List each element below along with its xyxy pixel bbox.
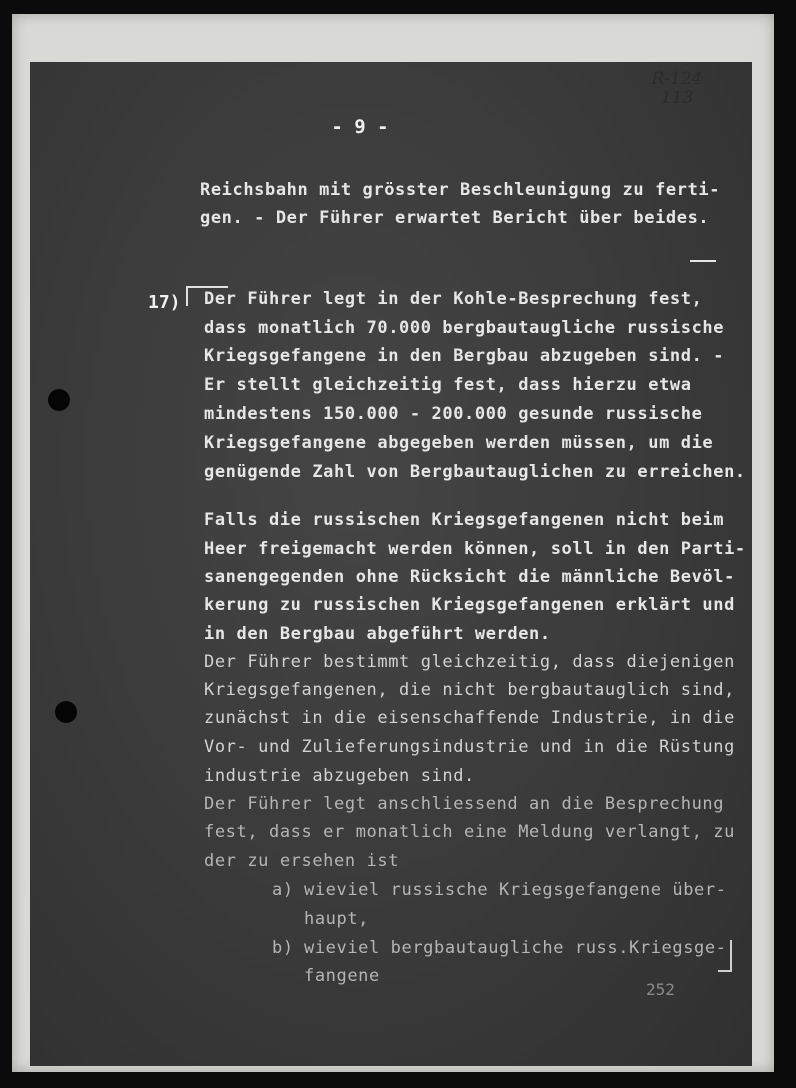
paragraph-1-line: Kriegsgefangene in den Bergbau abzugeben sind. - bbox=[204, 346, 725, 366]
reference-line-1: R-124 bbox=[651, 69, 703, 89]
reference-line-2: 113 bbox=[660, 88, 694, 108]
subitem-line: wieviel bergbautaugliche russ.Kriegsge- bbox=[304, 938, 727, 958]
paragraph-1-line: dass monatlich 70.000 bergbautaugliche russische bbox=[204, 318, 725, 338]
stamp-number: 252 bbox=[646, 980, 675, 999]
handwritten-reference bbox=[632, 70, 722, 108]
dash-mark bbox=[690, 260, 716, 262]
paragraph-3-line: Der Führer bestimmt gleichzeitig, dass diejenigen bbox=[204, 652, 735, 672]
paragraph-3-line: industrie abzugeben sind. bbox=[204, 766, 475, 786]
paragraph-2-line: kerung zu russischen Kriegsgefangenen erklärt und bbox=[204, 595, 735, 615]
subitem-line: wieviel russische Kriegsgefangene über- bbox=[304, 880, 727, 900]
paragraph-1-line: Er stellt gleichzeitig fest, dass hierzu etwa bbox=[204, 375, 692, 395]
subitem-line: fangene bbox=[304, 966, 380, 986]
paragraph-3-line: zunächst in die eisenschaffende Industrie, in die bbox=[204, 708, 735, 728]
intro-line: gen. - Der Führer erwartet Bericht über beides. bbox=[200, 208, 710, 228]
paragraph-1-line: Kriegsgefangene abgegeben werden müssen, um die bbox=[204, 433, 714, 453]
intro-line: Reichsbahn mit grösster Beschleunigung zu ferti- bbox=[200, 180, 721, 200]
punch-hole-bottom bbox=[55, 701, 77, 723]
paragraph-3-line: Vor- und Zulieferungsindustrie und in die Rüstung bbox=[204, 737, 735, 757]
paragraph-2-line: Heer freigemacht werden können, soll in den Parti- bbox=[204, 539, 746, 559]
paragraph-4-line: der zu ersehen ist bbox=[204, 851, 400, 871]
paragraph-3-line: Kriegsgefangenen, die nicht bergbautauglich sind, bbox=[204, 680, 735, 700]
paragraph-1-line: Der Führer legt in der Kohle-Besprechung fest, bbox=[204, 289, 703, 309]
subitem-label: b) bbox=[272, 938, 294, 958]
paragraph-2-line: Falls die russischen Kriegsgefangenen nicht beim bbox=[204, 510, 725, 530]
paragraph-1-line: genügende Zahl von Bergbautauglichen zu erreichen. bbox=[204, 462, 746, 482]
paragraph-4-line: Der Führer legt anschliessend an die Besprechung bbox=[204, 794, 725, 814]
page-number: - 9 - bbox=[331, 116, 389, 138]
paragraph-2-line: sanengegenden ohne Rücksicht die männliche Bevöl- bbox=[204, 567, 735, 587]
punch-hole-top bbox=[48, 389, 70, 411]
paragraph-2-line: in den Bergbau abgeführt werden. bbox=[204, 624, 551, 644]
paragraph-4-line: fest, dass er monatlich eine Meldung verlangt, zu bbox=[204, 822, 735, 842]
item-number: 17) bbox=[148, 292, 181, 313]
subitem-label: a) bbox=[272, 880, 294, 900]
subitem-line: haupt, bbox=[304, 909, 370, 929]
corner-mark bbox=[718, 940, 732, 972]
paragraph-1-line: mindestens 150.000 - 200.000 gesunde russische bbox=[204, 404, 703, 424]
